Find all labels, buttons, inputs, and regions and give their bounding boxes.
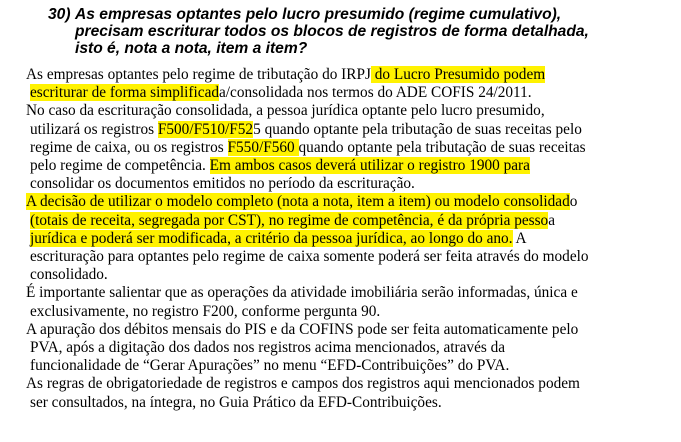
question-number: 30) <box>48 6 71 23</box>
text-run: As empresas optantes pelo regime de tributação do IRPJ <box>26 66 371 83</box>
highlighted-text: A decisão de utilizar o modelo completo (nota a nota, item a item) ou modelo consolidad <box>26 193 570 211</box>
highlighted-text: F500/F510/F52 <box>157 120 254 138</box>
answer-paragraph <box>26 284 676 320</box>
answer-paragraph <box>26 375 676 411</box>
text-run: consolidado. <box>30 266 108 284</box>
highlighted-text: Em ambos casos deverá utilizar o registro 1900 para <box>209 157 530 175</box>
paragraph-line <box>26 121 676 139</box>
paragraph-line <box>26 212 676 230</box>
question-line <box>48 6 678 23</box>
paragraph-line <box>26 303 676 321</box>
question-line: isto é, nota a nota, item a item? <box>75 40 308 57</box>
text-run: escrituração para optantes pelo regime de caixa somente poderá ser feita através do modelo <box>30 248 589 266</box>
paragraph-line <box>26 175 676 193</box>
question-heading <box>48 6 678 57</box>
highlighted-text: escriturar de forma simplificad <box>30 84 220 102</box>
text-run: 5 quando optante pela tributação de suas receitas pelo <box>253 120 582 138</box>
paragraph-line <box>26 321 676 339</box>
text-run: PVA, após a digitação dos dados nos registros acima mencionados, através da <box>30 339 506 357</box>
highlighted-text: F550/F560 <box>227 138 299 156</box>
paragraph-line <box>26 84 676 102</box>
paragraph-line <box>26 66 676 84</box>
paragraph-line <box>26 357 676 375</box>
paragraph-line <box>26 266 676 284</box>
text-run: A <box>512 229 527 247</box>
paragraph-line <box>26 193 676 211</box>
answer-body <box>26 66 676 412</box>
highlighted-text: do Lucro Presumido podem <box>370 66 546 83</box>
highlighted-text: jurídica e poderá ser modificada, a critério da pessoa jurídica, ao longo do ano. <box>30 229 513 247</box>
text-run: o <box>569 193 578 211</box>
paragraph-line <box>26 102 676 120</box>
text-run: a <box>548 211 555 229</box>
text-run: consolidar os documentos emitidos no período da escrituração. <box>30 175 415 193</box>
paragraph-line <box>26 248 676 266</box>
text-run: quando optante pela tributação de suas receitas <box>298 138 586 156</box>
paragraph-line <box>26 339 676 357</box>
text-run: A apuração dos débitos mensais do PIS e da COFINS pode ser feita automaticamente pelo <box>26 320 579 338</box>
text-run: a/consolidada nos termos do ADE COFIS 24/2011. <box>219 84 532 102</box>
text-run: ser consultados, na íntegra, no Guia Prático da EFD-Contribuições. <box>30 393 442 411</box>
answer-paragraph <box>26 102 676 193</box>
question-line: precisam escriturar todos os blocos de registros de forma detalhada, <box>75 23 589 40</box>
question-text: As empresas optantes pelo lucro presumido (regime cumulativo), <box>75 6 562 23</box>
highlighted-text: (totais de receita, segregada por CST), no regime de competência, é da própria pesso <box>30 211 549 229</box>
paragraph-line <box>26 394 676 412</box>
text-run: É importante salientar que as operações da atividade imobiliária serão informadas, única e <box>26 284 578 302</box>
text-run: As regras de obrigatoriedade de registros e campos dos registros aqui mencionados podem <box>26 375 580 393</box>
paragraph-line <box>26 284 676 302</box>
answer-paragraph <box>26 321 676 376</box>
answer-paragraph <box>26 193 676 284</box>
text-run: pelo regime de competência. <box>30 157 210 175</box>
text-run: exclusivamente, no registro F200, conforme pergunta 90. <box>30 302 381 320</box>
paragraph-line <box>26 139 676 157</box>
text-run: utilizará os registros <box>30 120 158 138</box>
text-run: funcionalidade de “Gerar Apurações” no menu “EFD-Contribuições” do PVA. <box>30 357 510 375</box>
text-run: regime de caixa, ou os registros <box>30 138 228 156</box>
paragraph-line <box>26 157 676 175</box>
paragraph-line <box>26 230 676 248</box>
answer-paragraph <box>26 66 676 102</box>
paragraph-line <box>26 375 676 393</box>
text-run: No caso da escrituração consolidada, a pessoa jurídica optante pelo lucro presumido, <box>26 102 545 120</box>
